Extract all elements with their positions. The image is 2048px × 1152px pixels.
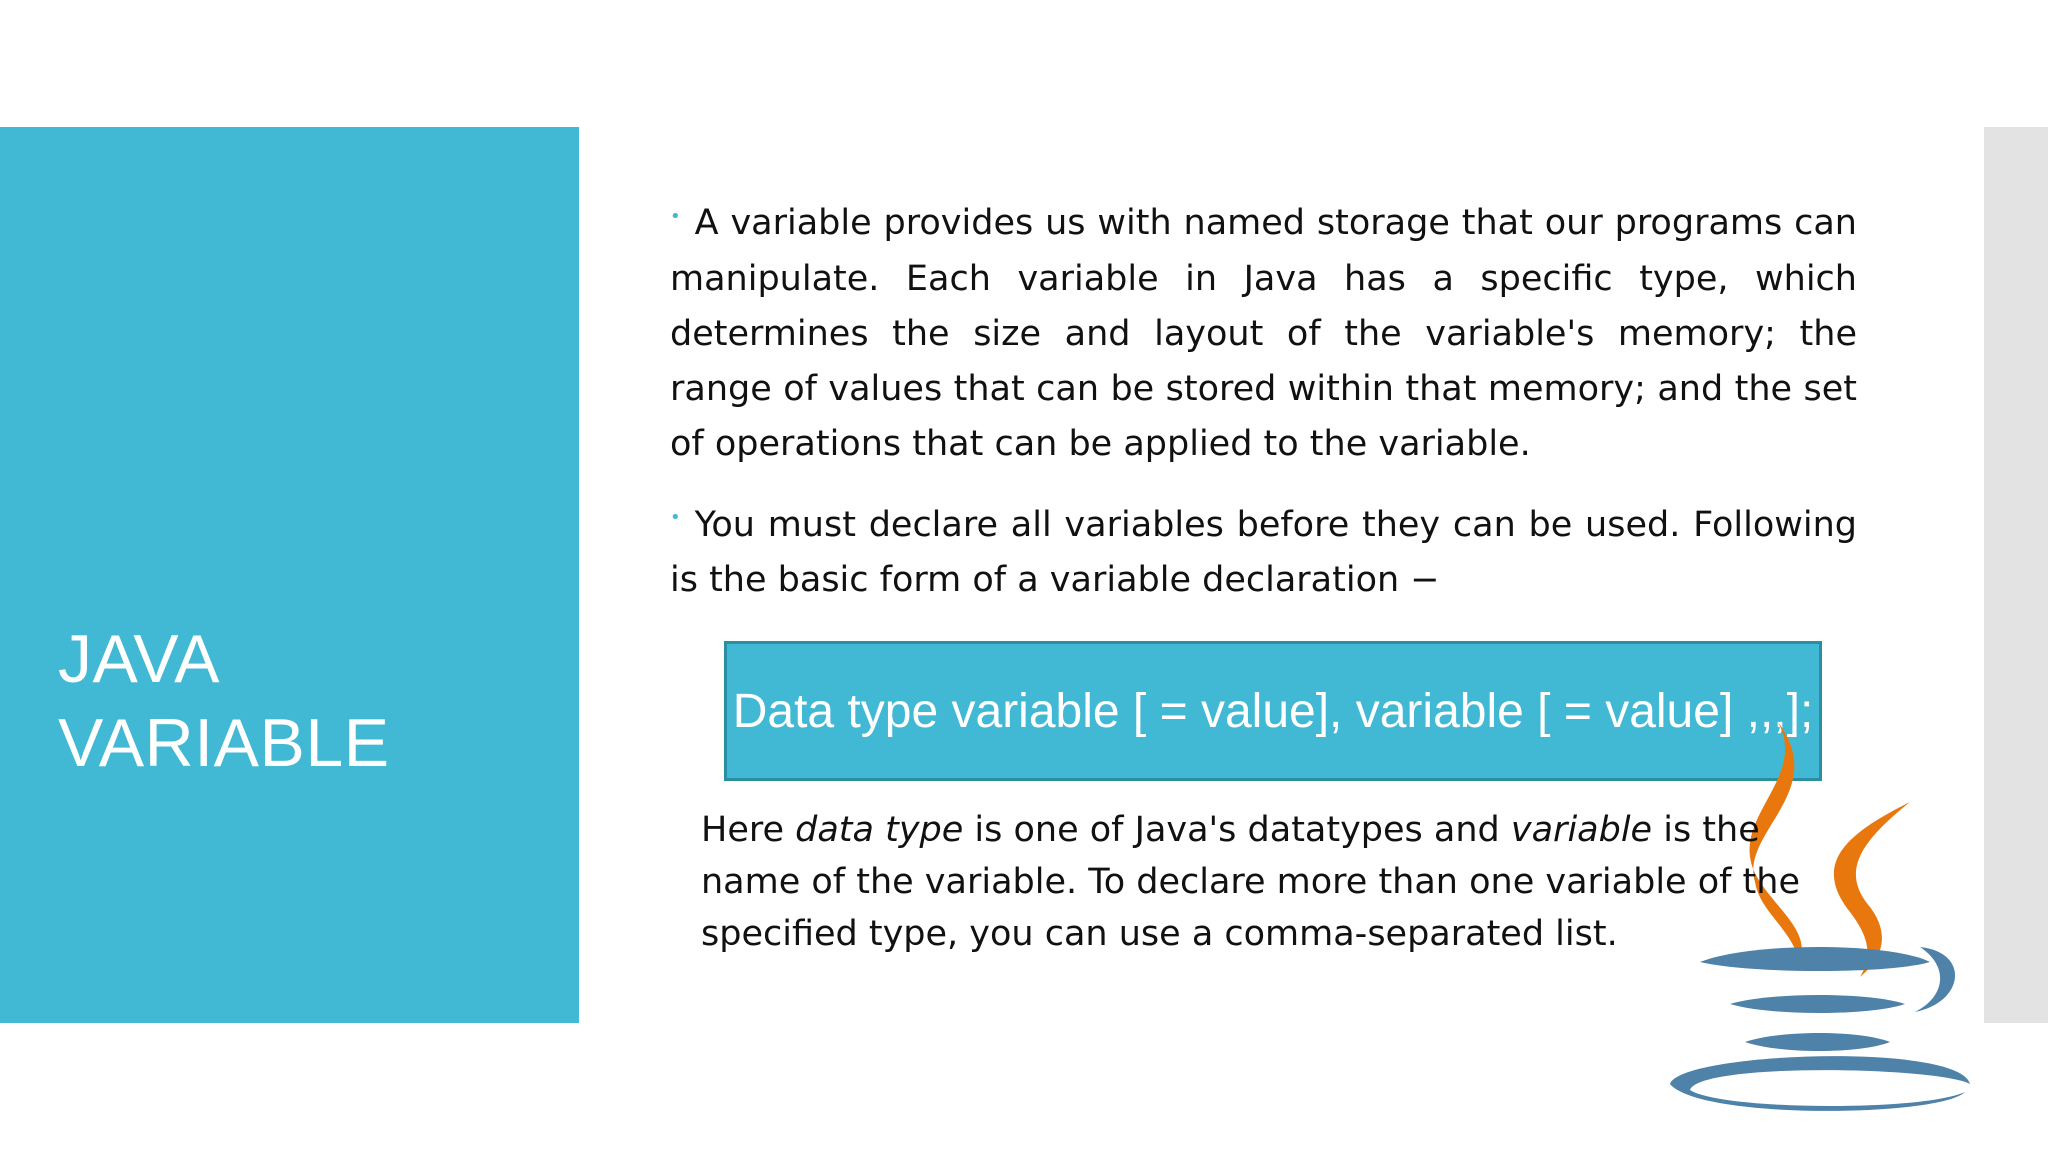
title-panel bbox=[0, 127, 579, 1023]
bullet-item-1 bbox=[670, 196, 1857, 472]
slide-title-line-1: JAVA bbox=[58, 621, 220, 697]
explanation-emphasis-variable: variable bbox=[1510, 810, 1653, 850]
syntax-box bbox=[724, 641, 1822, 781]
bullet-text-1: A variable provides us with named storage that our programs can manipulate. Each variable in Java has a specific type, which determines the size and layout of the variable's memory; the range of values that can be stored within that memory; and the set of operations that can be applied to the variable. bbox=[670, 203, 1857, 464]
syntax-text: Data type variable [ = value], variable [ = value] ,,,]; bbox=[732, 684, 1814, 738]
right-side-strip bbox=[1984, 127, 2048, 1023]
explanation-part-3: is the name of the variable. To declare more than one variable of the specified type, you can use a comma-separated list. bbox=[701, 810, 1800, 954]
bullet-dot-icon: • bbox=[670, 205, 681, 227]
bullet-dot-icon: • bbox=[670, 507, 681, 528]
syntax-explanation bbox=[701, 804, 1861, 960]
slide-title bbox=[58, 617, 390, 785]
slide-title-line-2: VARIABLE bbox=[58, 705, 390, 781]
bullet-text-2: You must declare all variables before they can be used. Following is the basic form of a variable declaration − bbox=[670, 504, 1857, 600]
explanation-part-1: Here bbox=[701, 810, 796, 850]
explanation-emphasis-data-type: data type bbox=[795, 810, 964, 850]
bullet-list bbox=[670, 196, 1857, 634]
explanation-part-2: is one of Java's datatypes and bbox=[963, 810, 1511, 850]
bullet-item-2 bbox=[670, 498, 1857, 609]
